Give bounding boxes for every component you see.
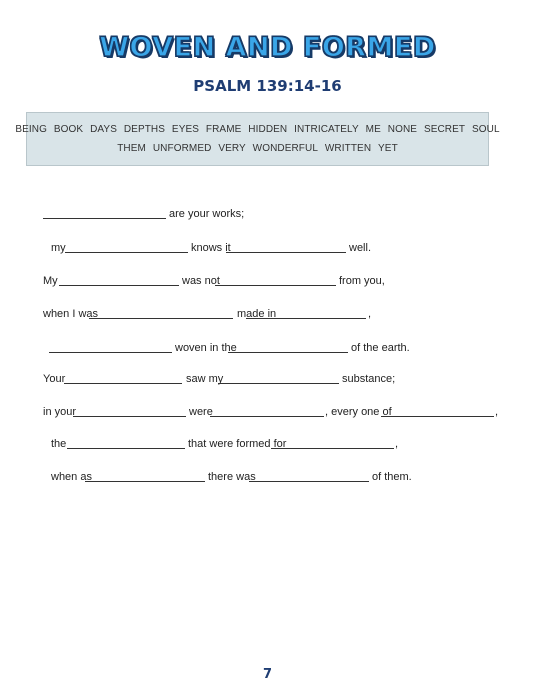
word-bank-word: NONE [387,124,418,135]
verse-text: , [395,438,399,450]
answer-blank[interactable] [226,252,346,253]
word-bank-word: BOOK [53,124,84,135]
word-bank-word: WONDERFUL [252,143,318,154]
verse-text: was not [182,275,220,287]
verse-text: woven in the [175,342,237,354]
verse-text: from you, [339,275,385,287]
verse-text: were [189,406,213,418]
verse-text: that were formed for [188,438,287,450]
answer-blank[interactable] [67,448,185,449]
answer-blank[interactable] [85,481,205,482]
verse-text: of them. [372,471,412,483]
answer-blank[interactable] [59,285,179,286]
page-number: 7 [262,667,273,682]
answer-blank[interactable] [271,448,394,449]
answer-blank[interactable] [381,416,494,417]
word-bank-word: EYES [171,124,200,135]
verse-text: when as [51,471,92,483]
verse-text: , [495,406,499,418]
verse-text: saw my [186,373,224,385]
word-bank-word: YET [378,143,398,154]
verse-text: the [51,438,67,450]
answer-blank[interactable] [218,383,339,384]
word-bank-word: HIDDEN [248,124,288,135]
word-bank-word: UNFORMED [152,143,212,154]
answer-blank[interactable] [215,285,336,286]
word-bank-row-1 [13,120,501,139]
verse-text: , every one of [325,406,392,418]
word-bank-word: SOUL [472,124,500,135]
word-bank-word: DEPTHS [123,124,166,135]
word-bank-word: VERY [218,143,246,154]
word-bank-row-2 [115,139,400,158]
answer-blank[interactable] [249,481,369,482]
answer-blank[interactable] [49,352,172,353]
verse-text: Your [43,373,66,385]
word-bank-word: DAYS [90,124,117,135]
word-bank-word: BEING [15,124,47,135]
verse-text: made in [237,308,277,320]
verse-text: are your works; [169,208,245,220]
word-bank-word: INTRICATELY [294,124,359,135]
verse-text: in your [43,406,77,418]
verse-text: when I was [43,308,99,320]
scripture-reference: PSALM 139:14-16 [193,77,342,95]
page-title: WOVEN AND FORMED [99,32,436,63]
answer-blank[interactable] [43,218,166,219]
verse-text: well. [349,242,372,254]
answer-blank[interactable] [210,416,324,417]
word-bank-word: WRITTEN [324,143,372,154]
word-bank-word: ME [365,124,381,135]
answer-blank[interactable] [246,318,366,319]
verse-text: there was [208,471,256,483]
answer-blank[interactable] [65,252,188,253]
word-bank-word: FRAME [205,124,242,135]
verse-text: my [51,242,66,254]
verse-text: knows it [191,242,231,254]
answer-blank[interactable] [228,352,348,353]
verse-text: My [43,275,58,287]
answer-blank[interactable] [89,318,233,319]
verse-text: of the earth. [351,342,410,354]
word-bank [15,112,500,166]
word-bank-word: THEM [117,143,146,154]
word-bank-word: SECRET [423,124,466,135]
answer-blank[interactable] [73,416,186,417]
verse-text: , [368,308,372,320]
verse-text: substance; [342,373,396,385]
answer-blank[interactable] [64,383,182,384]
